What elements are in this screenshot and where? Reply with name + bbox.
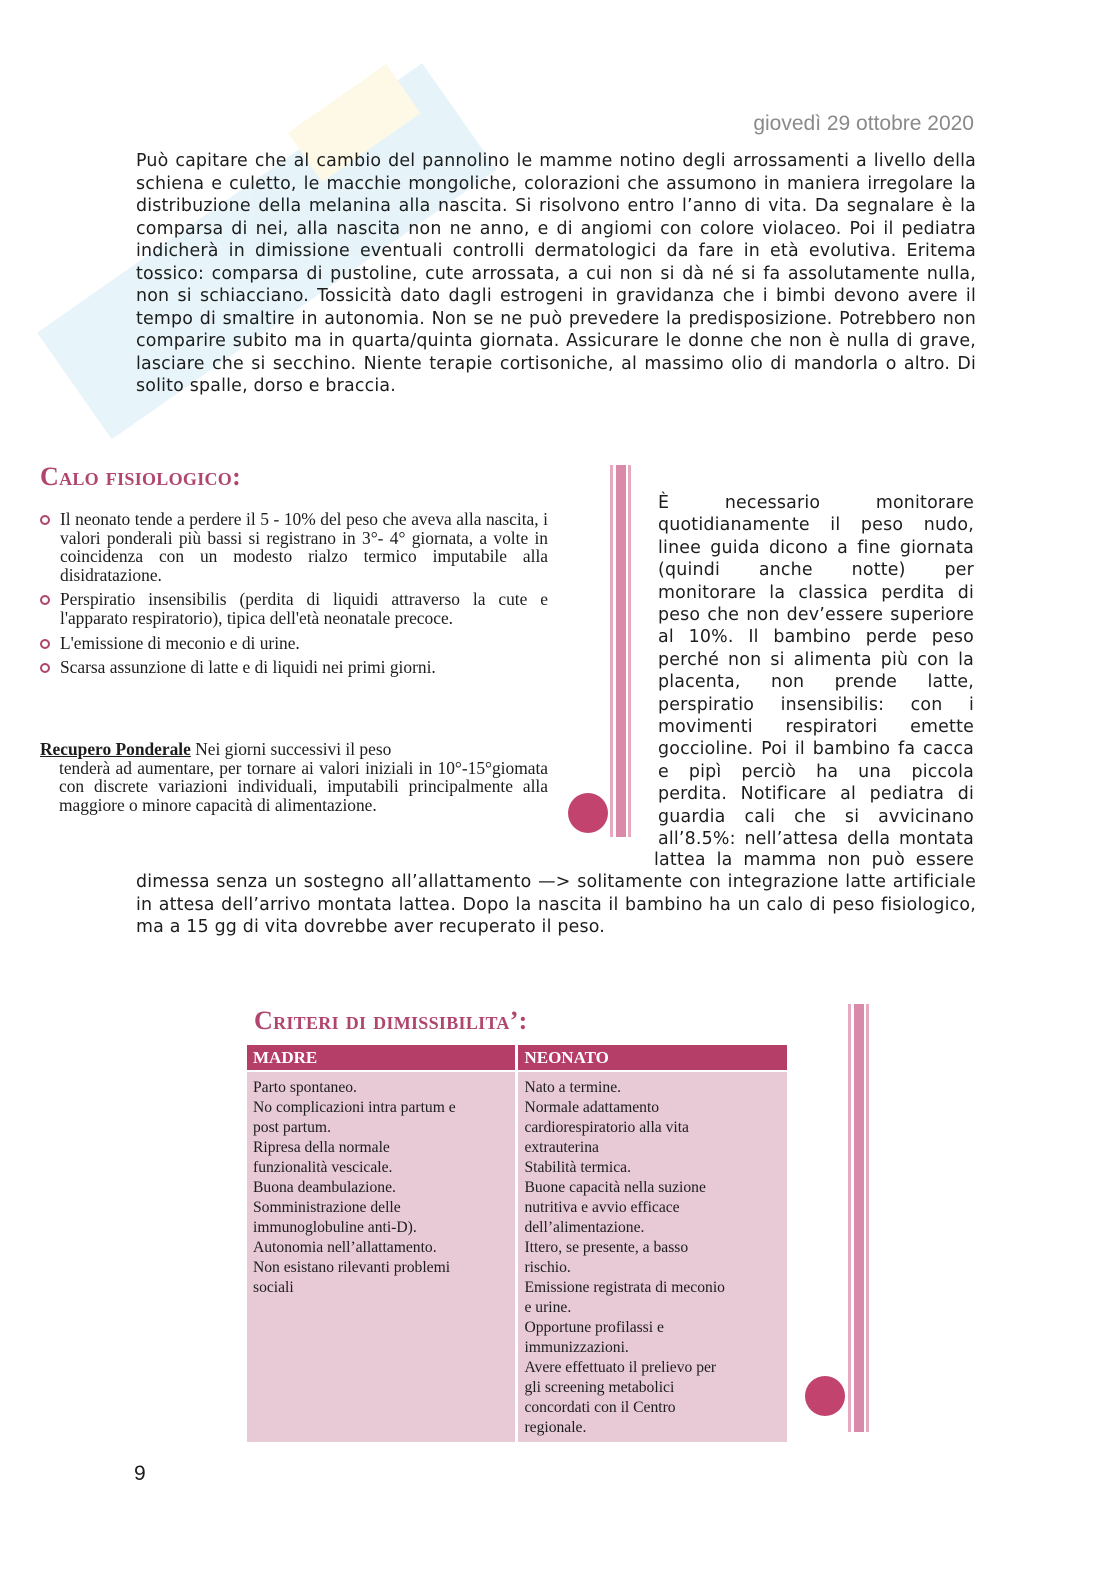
list-item: Parto spontaneo. xyxy=(253,1079,357,1096)
madre-cell xyxy=(247,1071,517,1442)
list-item: sociali xyxy=(253,1279,294,1296)
list-item: Ripresa della normale xyxy=(253,1139,390,1156)
list-item: Il neonato tende a perdere il 5 - 10% del peso che aveva alla nascita, i valori ponderali più bassi si registrano in 3°- 4° giornata, a volte in coincidenza con un modesto rialzo termico imputabile alla disidratazione. xyxy=(40,510,548,584)
closing-paragraph: dimessa senza un sostegno all’allattamento —> solitamente con integrazione latte artificiale in attesa dell’arrivo montata lattea. Dopo la nascita il bambino ha un calo di peso fisiologico, ma a 15 gg di vita dovrebbe aver recuperato il peso. xyxy=(136,872,976,937)
recupero-continuation: tenderà ad aumentare, per tornare ai valori iniziali in 10°-15°giomata con discrete variazioni individuali, imputabili principalmente alla maggiore o minore capacità di alimentazione. xyxy=(59,757,548,815)
column-header-madre: MADRE xyxy=(247,1045,517,1071)
list-item: cardiorespiratorio alla vita xyxy=(524,1119,689,1136)
list-item: e urine. xyxy=(524,1299,572,1316)
list-item: immunoglobuline anti-D). xyxy=(253,1219,417,1236)
bullet-icon xyxy=(40,595,50,605)
list-item: extrauterina xyxy=(524,1139,599,1156)
list-item: Emissione registrata di meconio xyxy=(524,1279,725,1296)
list-item: regionale. xyxy=(524,1419,587,1436)
bullet-icon xyxy=(40,663,50,673)
list-item: Opportune profilassi e xyxy=(524,1319,664,1336)
list-item: post partum. xyxy=(253,1119,331,1136)
calo-bullet-list xyxy=(40,510,548,683)
list-item: Perspiratio insensibilis (perdita di liquidi attraverso la cute e l'apparato respiratorio), tipica dell'età neonatale precoce. xyxy=(40,590,548,627)
list-item: Nato a termine. xyxy=(524,1079,622,1096)
list-item: dell’alimentazione. xyxy=(524,1219,645,1236)
recupero-ponderale xyxy=(40,740,548,814)
list-item: funzionalità vescicale. xyxy=(253,1159,393,1176)
page-date: giovedì 29 ottobre 2020 xyxy=(753,112,974,135)
list-item: gli screening metabolici xyxy=(524,1379,675,1396)
table-row xyxy=(247,1071,787,1442)
right-column-paragraph: È necessario monitorare quotidianamente il peso nudo, linee guida dicono a fine giornata (quindi anche notte) per monitorare la classica perdita di peso che non dev’essere superiore al 10%. Il bambino perde peso perché non si alimenta più con la placenta, non prende latte, perspiratio insensibilis: con i movimenti respiratori emette goccioline. Poi il bambino fa cacca e pipì perciò ha una piccola perdita. Notificare al pediatra di guardia cali che si avvicinano all’8.5%: nell’attesa della montata xyxy=(658,493,974,850)
list-item: Scarsa assunzione di latte e di liquidi nei primi giorni. xyxy=(40,658,548,677)
list-item: rischio. xyxy=(524,1259,571,1276)
recupero-first-line: Nei giorni successivi il peso xyxy=(190,739,392,759)
recupero-label: Recupero Ponderale xyxy=(40,739,191,759)
list-item: L'emissione di meconio e di urine. xyxy=(40,634,548,653)
slide-decor-circle xyxy=(805,1376,845,1416)
bullet-icon xyxy=(40,639,50,649)
slide-title-calo: Calo fisiologico: xyxy=(40,462,242,491)
list-item: Ittero, se presente, a basso xyxy=(524,1239,689,1256)
slide-decor-circle xyxy=(568,793,608,833)
neonato-cell xyxy=(517,1071,787,1442)
slide-decor-stripes xyxy=(848,1004,872,1432)
slide-decor-stripes xyxy=(610,465,634,837)
list-item: Buone capacità nella suzione xyxy=(524,1179,706,1196)
list-item: Autonomia nell’allattamento. xyxy=(253,1239,437,1256)
list-item: Normale adattamento xyxy=(524,1099,660,1116)
list-item: Avere effettuato il prelievo per xyxy=(524,1359,717,1376)
list-item: No complicazioni intra partum e xyxy=(253,1099,456,1116)
criteria-table xyxy=(247,1045,787,1442)
list-item: Non esistano rilevanti problemi xyxy=(253,1259,451,1276)
slide-calo-fisiologico xyxy=(40,462,640,842)
column-header-neonato: NEONATO xyxy=(517,1045,787,1071)
list-item: Somministrazione delle xyxy=(253,1199,401,1216)
list-item: immunizzazioni. xyxy=(524,1339,629,1356)
slide-title-criteri: Criteri di dimissibilita’: xyxy=(254,1006,528,1035)
list-item: concordati con il Centro xyxy=(524,1399,676,1416)
page-number: 9 xyxy=(134,1462,146,1485)
list-item: nutritiva e avvio efficace xyxy=(524,1199,680,1216)
list-item: Buona deambulazione. xyxy=(253,1179,396,1196)
intro-paragraph: Può capitare che al cambio del pannolino le mamme notino degli arrossamenti a livello della schiena e culetto, le macchie mongoliche, colorazioni che assumono in maniera irregolare la distribuzione della melanina alla nascita. Si risolvono entro l’anno di vita. Da segnalare è la comparsa di nei, alla nascita non ne anno, e di angiomi con colore violaceo. Poi il pediatra indicherà in dimissione eventuali controlli dermatologici da fare in età evolutiva. Eritema tossico: comparsa di pustoline, cute arrossata, a cui non si dà né si fa assolutamente nulla, non si schiacciano. Tossicità dato dagli estrogeni in gravidanza che i bimbi devono avere il tempo di smaltire in autonomia. Non se ne può prevedere la predisposizione. Potrebbero non comparire subito ma in quarta/quinta giornata. Assicurare le donne che non è nulla di grave, lasciare che si secchino. Niente terapie cortisoniche, al massimo olio di mandorla o altro. Di solito spalle, dorso e braccia. xyxy=(136,151,976,396)
list-item: Stabilità termica. xyxy=(524,1159,631,1176)
bullet-icon xyxy=(40,515,50,525)
lattea-line: lattea la mamma non può essere xyxy=(654,850,974,870)
